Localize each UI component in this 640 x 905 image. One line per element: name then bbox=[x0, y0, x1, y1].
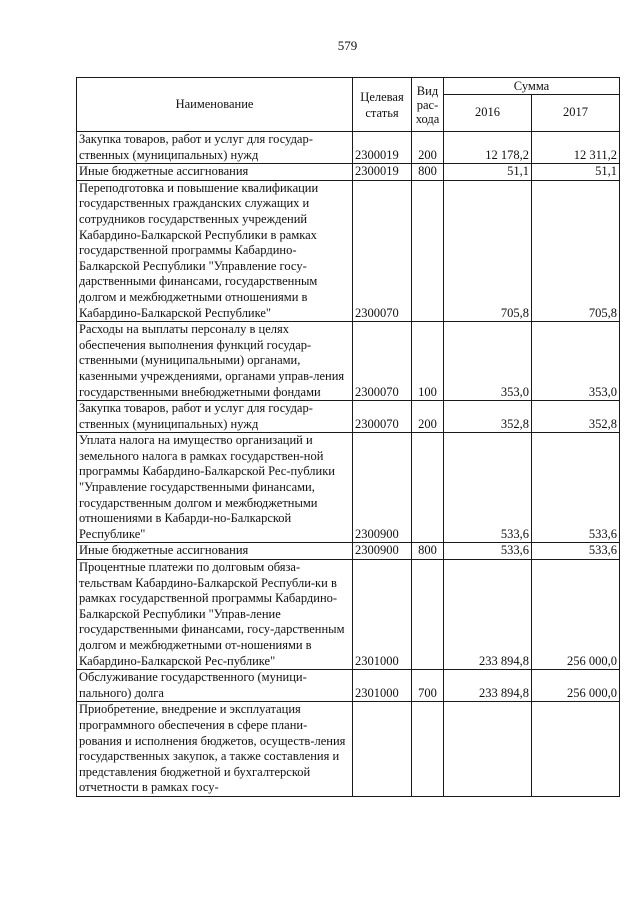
row-expense-type: 800 bbox=[412, 543, 444, 560]
row-sum-2017: 705,8 bbox=[532, 180, 620, 321]
table-row bbox=[77, 180, 620, 321]
row-sum-2017: 533,6 bbox=[532, 433, 620, 543]
table-row bbox=[77, 670, 620, 702]
row-sum-2016: 533,6 bbox=[444, 543, 532, 560]
table-row bbox=[77, 132, 620, 164]
row-expense-type bbox=[412, 433, 444, 543]
table-header bbox=[77, 78, 620, 132]
row-expense-type: 200 bbox=[412, 401, 444, 433]
row-expense-type bbox=[412, 180, 444, 321]
budget-table bbox=[76, 77, 620, 797]
row-sum-2016: 353,0 bbox=[444, 322, 532, 401]
header-expense-type: Вид рас-хода bbox=[412, 78, 444, 132]
row-target-article: 2301000 bbox=[353, 560, 412, 670]
row-sum-2016: 233 894,8 bbox=[444, 560, 532, 670]
row-sum-2017: 353,0 bbox=[532, 322, 620, 401]
row-target-article: 2300019 bbox=[353, 164, 412, 181]
row-name: Переподготовка и повышение квалификации государственных гражданских служащих и сотрудников государственных учреждений Кабардино-Балкарской Республики в рамках государственной программы Кабардино-Балкарской Республики "Управление госу-дарственными финансами, государственным долгом и межбюджетными отношениями в Кабардино-Балкарской Республике" bbox=[77, 180, 353, 321]
row-sum-2017: 256 000,0 bbox=[532, 560, 620, 670]
row-expense-type: 100 bbox=[412, 322, 444, 401]
table-row bbox=[77, 560, 620, 670]
table-row bbox=[77, 322, 620, 401]
row-target-article: 2300070 bbox=[353, 401, 412, 433]
row-expense-type: 700 bbox=[412, 670, 444, 702]
row-target-article bbox=[353, 702, 412, 797]
row-sum-2016 bbox=[444, 702, 532, 797]
table-row bbox=[77, 702, 620, 797]
row-target-article: 2300070 bbox=[353, 180, 412, 321]
row-sum-2016: 533,6 bbox=[444, 433, 532, 543]
header-year-2017: 2017 bbox=[532, 95, 620, 132]
row-name: Приобретение, внедрение и эксплуатация программного обеспечения в сфере плани-рования и исполнения бюджетов, осуществ-ления государственных закупок, а также составления и представления бюджетной и бухгалтерской отчетности в рамках госу- bbox=[77, 702, 353, 797]
row-sum-2016: 51,1 bbox=[444, 164, 532, 181]
row-sum-2017: 352,8 bbox=[532, 401, 620, 433]
table-row bbox=[77, 164, 620, 181]
row-name: Иные бюджетные ассигнования bbox=[77, 164, 353, 181]
row-sum-2016: 233 894,8 bbox=[444, 670, 532, 702]
header-target-article: Целевая статья bbox=[353, 78, 412, 132]
table-row bbox=[77, 543, 620, 560]
row-sum-2017: 533,6 bbox=[532, 543, 620, 560]
header-name: Наименование bbox=[77, 78, 353, 132]
row-target-article: 2301000 bbox=[353, 670, 412, 702]
row-name: Обслуживание государственного (муници-пального) долга bbox=[77, 670, 353, 702]
row-name: Иные бюджетные ассигнования bbox=[77, 543, 353, 560]
row-sum-2017 bbox=[532, 702, 620, 797]
row-sum-2017: 12 311,2 bbox=[532, 132, 620, 164]
row-expense-type: 200 bbox=[412, 132, 444, 164]
row-expense-type: 800 bbox=[412, 164, 444, 181]
table-row bbox=[77, 401, 620, 433]
row-sum-2017: 51,1 bbox=[532, 164, 620, 181]
row-sum-2017: 256 000,0 bbox=[532, 670, 620, 702]
row-sum-2016: 12 178,2 bbox=[444, 132, 532, 164]
row-expense-type bbox=[412, 560, 444, 670]
row-name: Закупка товаров, работ и услуг для государ-ственных (муниципальных) нужд bbox=[77, 401, 353, 433]
row-target-article: 2300900 bbox=[353, 543, 412, 560]
row-target-article: 2300070 bbox=[353, 322, 412, 401]
row-target-article: 2300019 bbox=[353, 132, 412, 164]
row-name: Уплата налога на имущество организаций и земельного налога в рамках государствен-ной программы Кабардино-Балкарской Рес-публики "Управление государственными финансами, государственным долгом и межбюджетными отношениями в Кабарди-но-Балкарской Республике" bbox=[77, 433, 353, 543]
row-expense-type bbox=[412, 702, 444, 797]
page-number: 579 bbox=[337, 38, 358, 53]
row-name: Процентные платежи по долговым обяза-тельствам Кабардино-Балкарской Республи-ки в рамках государственной программы Кабардино-Балкарской Республики "Управ-ление государственными финансами, госу-дарственным долгом и межбюджетными от-ношениями в Кабардино-Балкарской Рес-публике" bbox=[77, 560, 353, 670]
row-sum-2016: 705,8 bbox=[444, 180, 532, 321]
table-row bbox=[77, 433, 620, 543]
header-year-2016: 2016 bbox=[444, 95, 532, 132]
row-sum-2016: 352,8 bbox=[444, 401, 532, 433]
header-sum: Сумма bbox=[444, 78, 620, 95]
row-target-article: 2300900 bbox=[353, 433, 412, 543]
row-name: Закупка товаров, работ и услуг для государ-ственных (муниципальных) нужд bbox=[77, 132, 353, 164]
row-name: Расходы на выплаты персоналу в целях обеспечения выполнения функций государ-ственными (муниципальными) органами, казенными учреждениями, органами управ-ления государственными внебюджетными фондами bbox=[77, 322, 353, 401]
